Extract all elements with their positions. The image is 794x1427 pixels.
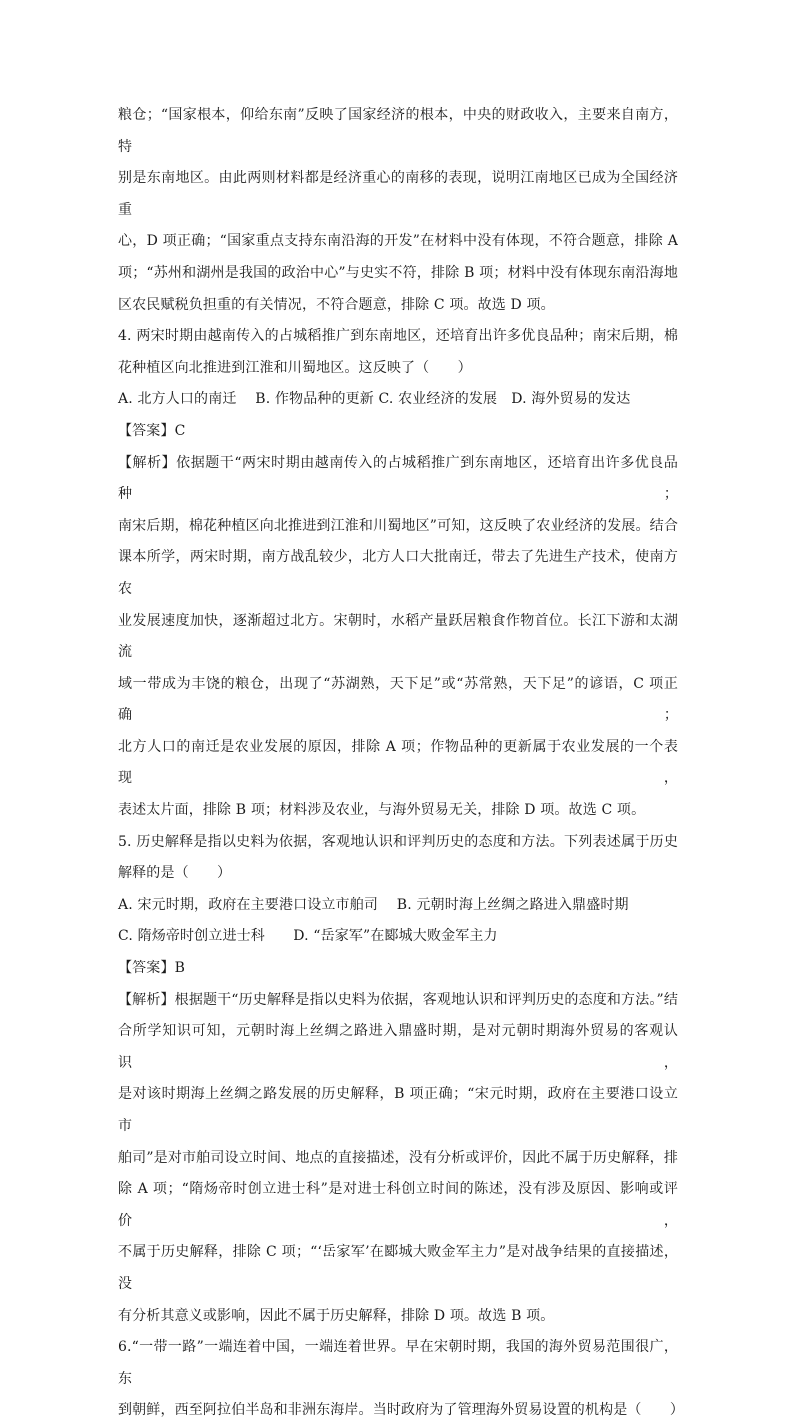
analysis-line: 【解析】依据题干“两宋时期由越南传入的占城稻推广到东南地区，还培育出许多优良品种； xyxy=(118,454,678,503)
analysis-line: 舶司”是对市舶司设立时间、地点的直接描述，没有分析或评价，因此不属于历史解释，排 xyxy=(118,1149,678,1166)
analysis-line: 有分析其意义或影响，因此不属于历史解释，排除 D 项。故选 B 项。 xyxy=(118,1307,555,1324)
question-options: A. 北方人口的南迁 B. 作物品种的更新 C. 农业经济的发展 D. 海外贸易的发达 xyxy=(118,391,631,408)
question-stem-line: 到朝鲜，西至阿拉伯半岛和非洲东海岸。当时政府为了管理海外贸易设置的机构是（ ） xyxy=(118,1402,684,1419)
analysis-line: 南宋后期，棉花种植区向北推进到江淮和川蜀地区”可知，这反映了农业经济的发展。结合 xyxy=(118,517,678,534)
continued-analysis-paragraph xyxy=(118,100,678,321)
question-stem-line: 4. 两宋时期由越南传入的占城稻推广到东南地区，还培育出许多优良品种；南宋后期，棉 xyxy=(118,328,678,345)
text-line: 别是东南地区。由此两则材料都是经济重心的南移的表现，说明江南地区已成为全国经济重 xyxy=(118,170,678,218)
text-line: 粮仓；“国家根本，仰给东南”反映了国家经济的根本，中央的财政收入，主要来自南方，特 xyxy=(118,107,678,155)
question-stem-line: 解释的是（ ） xyxy=(118,865,232,882)
analysis-line: 是对该时期海上丝绸之路发展的历史解释，B 项正确；“宋元时期，政府在主要港口设立市 xyxy=(118,1086,678,1134)
question-6 xyxy=(118,1332,684,1427)
question-stem-line: 5. 历史解释是指以史料为依据，客观地认识和评判历史的态度和方法。下列表述属于历史 xyxy=(118,833,678,850)
analysis-line: 课本所学，两宋时期，南方战乱较少，北方人口大批南迁，带去了先进生产技术，使南方农 xyxy=(118,549,678,597)
analysis-line: 不属于历史解释，排除 C 项；“‘岳家军’在郾城大败金军主力”是对战争结果的直接描述，没 xyxy=(118,1244,678,1292)
question-options: C. 隋炀帝时创立进士科 D. “岳家军”在郾城大败金军主力 xyxy=(118,928,498,945)
text-line: 项；“苏州和湖州是我国的政治中心”与史实不符，排除 B 项；材料中没有体现东南沿海地 xyxy=(118,264,678,281)
question-stem-line: 花种植区向北推进到江淮和川蜀地区。这反映了（ ） xyxy=(118,359,472,376)
analysis-line: 域一带成为丰饶的粮仓，出现了“苏湖熟，天下足”或“苏常熟，天下足”的谚语，C 项正确； xyxy=(118,675,678,724)
text-line: 心，D 项正确；“国家重点支持东南沿海的开发”在材料中没有体现，不符合题意，排除 A xyxy=(118,233,678,250)
analysis-line: 【解析】根据题干“历史解释是指以史料为依据，客观地认识和评判历史的态度和方法。”结 xyxy=(118,991,678,1008)
analysis-line: 北方人口的南迁是农业发展的原因，排除 A 项；作物品种的更新属于农业发展的一个表现， xyxy=(118,738,678,787)
analysis-line: 除 A 项；“隋炀帝时创立进士科”是对进士科创立时间的陈述，没有涉及原因、影响或评价， xyxy=(118,1181,678,1229)
answer-label: 【答案】C xyxy=(118,422,186,439)
question-4 xyxy=(118,321,678,827)
text-line: 区农民赋税负担重的有关情况，不符合题意，排除 C 项。故选 D 项。 xyxy=(118,296,555,313)
question-5 xyxy=(118,827,678,1333)
question-stem-line: 6.“一带一路”一端连着中国，一端连着世界。早在宋朝时期，我国的海外贸易范围很广，东 xyxy=(118,1339,678,1387)
analysis-line: 合所学知识可知，元朝时海上丝绸之路进入鼎盛时期，是对元朝时期海外贸易的客观认识， xyxy=(118,1023,678,1071)
question-options: A. 宋元时期，政府在主要港口设立市舶司 B. 元朝时海上丝绸之路进入鼎盛时期 xyxy=(118,896,629,913)
answer-label: 【答案】B xyxy=(118,960,186,977)
page-content xyxy=(118,100,684,1427)
analysis-line: 表述太片面，排除 B 项；材料涉及农业，与海外贸易无关，排除 D 项。故选 C 项。 xyxy=(118,802,646,819)
analysis-line: 业发展速度加快，逐渐超过北方。宋朝时，水稻产量跃居粮食作物首位。长江下游和太湖流 xyxy=(118,612,678,661)
